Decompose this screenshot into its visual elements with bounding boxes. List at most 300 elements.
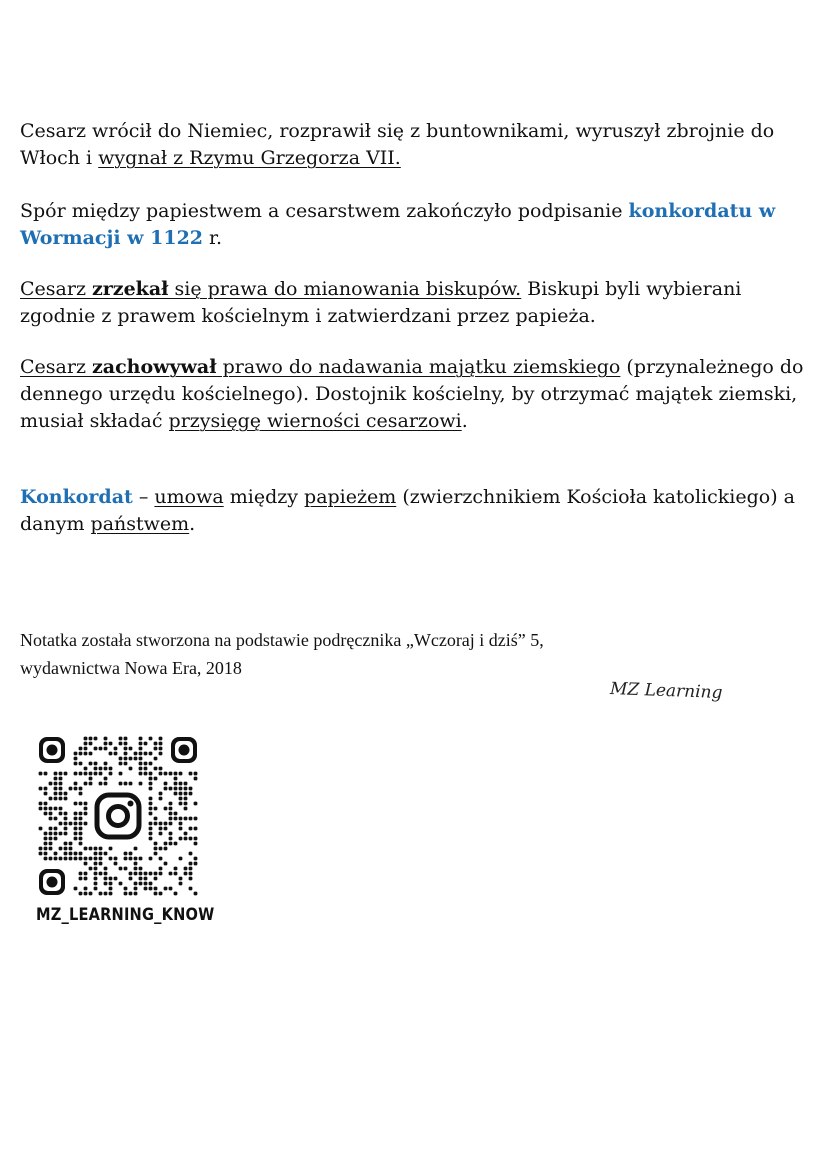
qr-module [54,792,58,796]
qr-module [54,852,58,856]
qr-module [179,787,183,791]
qr-module [69,847,73,851]
qr-module [154,747,158,751]
qr-module [74,782,78,786]
qr-module [149,772,153,776]
qr-module [154,847,158,851]
qr-module [89,772,93,776]
qr-module [144,877,148,881]
qr-module [74,812,78,816]
qr-module [184,802,188,806]
qr-module [84,892,88,896]
paragraph-4 [20,354,810,435]
qr-module [134,882,138,886]
qr-module [139,752,143,756]
qr-module [54,787,58,791]
qr-module [134,887,138,891]
qr-module [149,797,153,801]
qr-module [54,837,58,841]
qr-module [124,852,128,856]
qr-module [154,807,158,811]
qr-finder-top-left [39,737,65,763]
qr-module [84,812,88,816]
qr-module [124,892,128,896]
qr-module [99,747,103,751]
qr-module [164,787,168,791]
qr-module [74,832,78,836]
qr-module [189,877,193,881]
qr-module [44,787,48,791]
qr-module [49,847,53,851]
qr-module [69,852,73,856]
qr-module [179,782,183,786]
qr-module [104,877,108,881]
qr-module [84,752,88,756]
qr-module [59,822,63,826]
qr-module [109,882,113,886]
qr-module [109,857,113,861]
source-note-line-1: Notatka została stworzona na podstawie podręcznika „Wczoraj i dziś” 5, [20,630,544,650]
underlined-text: się prawa do mianowania biskupów. [168,278,522,300]
qr-module [59,797,63,801]
qr-module [184,832,188,836]
qr-module [154,852,158,856]
qr-module [194,892,198,896]
underlined-text: państwem [90,513,190,535]
qr-module [149,737,153,741]
qr-module [174,842,178,846]
qr-module [99,862,103,866]
qr-module [59,812,63,816]
qr-module [189,872,193,876]
qr-module [89,737,93,741]
qr-module [84,807,88,811]
qr-module [89,742,93,746]
brand-signature: MZ Learning [609,679,723,703]
qr-module [174,787,178,791]
qr-module [169,837,173,841]
qr-module [179,772,183,776]
qr-module [164,822,168,826]
qr-module [144,772,148,776]
qr-module [124,867,128,871]
qr-module [154,742,158,746]
qr-module [159,737,163,741]
qr-module [139,772,143,776]
qr-module [179,822,183,826]
qr-module [169,887,173,891]
qr-module [89,762,93,766]
qr-module [189,867,193,871]
qr-module [179,802,183,806]
qr-module [104,867,108,871]
qr-module [124,857,128,861]
qr-module [79,752,83,756]
qr-module [124,742,128,746]
qr-module [59,792,63,796]
qr-module [44,847,48,851]
qr-module [129,877,133,881]
qr-module [79,812,83,816]
qr-module [184,782,188,786]
qr-module [134,862,138,866]
qr-module [164,782,168,786]
qr-module [129,872,133,876]
qr-module [139,857,143,861]
qr-module [184,867,188,871]
qr-finder-bottom-left [39,869,65,895]
qr-module [99,847,103,851]
paragraph-1 [20,118,810,172]
qr-code[interactable] [38,736,198,896]
qr-module [164,807,168,811]
qr-module [134,872,138,876]
qr-module [154,817,158,821]
qr-module [169,817,173,821]
qr-module [149,752,153,756]
qr-module [149,787,153,791]
qr-module [84,847,88,851]
qr-module [84,857,88,861]
qr-module [84,772,88,776]
qr-module [189,772,193,776]
qr-module [49,837,53,841]
qr-module [159,752,163,756]
qr-module [114,752,118,756]
qr-module [104,782,108,786]
qr-module [54,777,58,781]
qr-module [149,762,153,766]
qr-module [149,782,153,786]
highlighted-term: Konkordat [20,486,133,508]
qr-module [39,827,43,831]
qr-module [44,807,48,811]
qr-module [39,802,43,806]
qr-module [64,857,68,861]
qr-module [79,747,83,751]
qr-module [149,857,153,861]
qr-module [84,802,88,806]
qr-module [54,807,58,811]
highlighted-term: konkordatu w Wormacji w 1122 [20,200,776,249]
qr-module [49,842,53,846]
qr-module [74,752,78,756]
qr-module [189,837,193,841]
qr-module [139,737,143,741]
qr-module [179,817,183,821]
text: Spór między papiestwem a cesarstwem zakończyło podpisanie [20,200,629,222]
qr-module [149,882,153,886]
qr-module [124,782,128,786]
qr-module [164,827,168,831]
text: (przynależnego do dennego urzędu kościelnego). Dostojnik kościelny, by otrzymać majątek ziemski, musiał składać [20,356,804,432]
qr-module [169,812,173,816]
qr-module [104,762,108,766]
qr-module [54,832,58,836]
qr-module [194,802,198,806]
qr-module [144,752,148,756]
source-note [20,626,780,682]
qr-module [134,847,138,851]
qr-module [129,747,133,751]
qr-module [114,747,118,751]
qr-module [184,792,188,796]
qr-module [84,862,88,866]
qr-module [99,857,103,861]
qr-module [129,782,133,786]
qr-module [144,762,148,766]
qr-module [139,747,143,751]
qr-module [159,827,163,831]
qr-module [89,867,93,871]
qr-module [154,842,158,846]
qr-module [154,887,158,891]
qr-module [109,892,113,896]
qr-module [104,852,108,856]
qr-module [44,837,48,841]
qr-module [74,762,78,766]
qr-module [99,782,103,786]
qr-module [154,767,158,771]
qr-module [109,847,113,851]
qr-module [79,872,83,876]
qr-module [74,817,78,821]
qr-module [194,817,198,821]
qr-module [169,822,173,826]
qr-module [149,777,153,781]
qr-module [74,802,78,806]
qr-module [54,797,58,801]
qr-module [39,847,43,851]
qr-module [84,822,88,826]
qr-module [94,867,98,871]
qr-finder-top-right [171,737,197,763]
qr-module [159,822,163,826]
qr-module [164,847,168,851]
qr-module [159,797,163,801]
qr-module [69,857,73,861]
qr-module [144,887,148,891]
qr-module [109,752,113,756]
qr-module [99,872,103,876]
qr-module [109,887,113,891]
qr-module [119,742,123,746]
instagram-handle: MZ_LEARNING_KNOW [36,905,215,925]
qr-module [139,882,143,886]
qr-module [114,877,118,881]
qr-module [44,772,48,776]
qr-module [44,802,48,806]
qr-module [119,782,123,786]
qr-module [119,762,123,766]
qr-module [124,762,128,766]
qr-module [184,787,188,791]
qr-module [84,737,88,741]
qr-module [179,827,183,831]
qr-module [74,787,78,791]
qr-module [129,857,133,861]
qr-module [154,777,158,781]
qr-module [139,877,143,881]
qr-module [194,827,198,831]
qr-module [124,757,128,761]
qr-module [134,892,138,896]
qr-module [49,807,53,811]
qr-module [144,872,148,876]
text: . [461,410,468,432]
qr-module [79,792,83,796]
qr-module [164,842,168,846]
qr-module [179,837,183,841]
qr-module [189,887,193,891]
qr-module [179,792,183,796]
qr-module [184,817,188,821]
qr-module [179,877,183,881]
qr-module [79,822,83,826]
qr-module [59,787,63,791]
qr-module [39,807,43,811]
qr-module [174,817,178,821]
qr-module [119,882,123,886]
qr-module [94,762,98,766]
qr-module [179,797,183,801]
qr-module [124,887,128,891]
qr-module [154,822,158,826]
qr-module [194,857,198,861]
qr-module [139,872,143,876]
qr-module [84,782,88,786]
qr-module [79,837,83,841]
qr-module [144,767,148,771]
qr-module [134,867,138,871]
text: . [189,513,196,535]
qr-module [94,857,98,861]
qr-module [189,827,193,831]
qr-module [49,857,53,861]
qr-module [49,812,53,816]
qr-module [74,857,78,861]
qr-module [179,882,183,886]
qr-module [114,857,118,861]
qr-module [159,872,163,876]
qr-module [164,772,168,776]
qr-module [194,842,198,846]
qr-module [104,882,108,886]
qr-module [84,767,88,771]
qr-module [149,812,153,816]
underlined-text: Cesarz [20,278,92,300]
qr-module [54,817,58,821]
qr-module [139,767,143,771]
underlined-text: umowa [154,486,224,508]
qr-module [164,862,168,866]
qr-module [64,792,68,796]
qr-module [139,742,143,746]
qr-module [119,737,123,741]
qr-module [194,777,198,781]
qr-module [84,872,88,876]
qr-module [79,852,83,856]
qr-module [49,832,53,836]
qr-module [149,802,153,806]
qr-module [99,767,103,771]
qr-module [99,852,103,856]
qr-module [159,767,163,771]
qr-module [84,742,88,746]
qr-module [59,857,63,861]
qr-module [139,757,143,761]
qr-module [44,832,48,836]
qr-module [74,837,78,841]
qr-module [99,892,103,896]
qr-module [89,782,93,786]
qr-module [69,842,73,846]
qr-module [79,827,83,831]
qr-module [149,827,153,831]
qr-module [89,752,93,756]
qr-module [54,827,58,831]
qr-module [174,777,178,781]
qr-module [64,797,68,801]
qr-module [54,772,58,776]
qr-module [44,857,48,861]
qr-module [94,882,98,886]
qr-module [44,852,48,856]
qr-module [79,842,83,846]
qr-module [104,737,108,741]
qr-module [59,847,63,851]
qr-module [64,772,68,776]
qr-module [109,767,113,771]
qr-module [129,767,133,771]
qr-module [79,772,83,776]
qr-module [59,832,63,836]
qr-module [84,877,88,881]
qr-module [94,877,98,881]
qr-module [74,772,78,776]
qr-module [149,822,153,826]
qr-module [69,787,73,791]
qr-module [94,737,98,741]
qr-module [174,772,178,776]
qr-module [139,762,143,766]
qr-module [159,832,163,836]
qr-module [94,872,98,876]
qr-module [129,892,133,896]
qr-module [139,867,143,871]
qr-module [89,857,93,861]
qr-module [94,862,98,866]
qr-module [104,742,108,746]
bold-underlined-text: zachowywał [92,356,217,378]
qr-module [169,832,173,836]
qr-module [174,792,178,796]
qr-module [79,817,83,821]
qr-module [159,747,163,751]
qr-module [129,757,133,761]
qr-module [54,782,58,786]
qr-module [59,807,63,811]
qr-module [109,742,113,746]
qr-module [164,887,168,891]
qr-module [74,827,78,831]
qr-module [174,812,178,816]
qr-module [39,852,43,856]
qr-module [159,857,163,861]
qr-module [159,772,163,776]
qr-module [124,737,128,741]
underlined-text: papieżem [304,486,397,508]
